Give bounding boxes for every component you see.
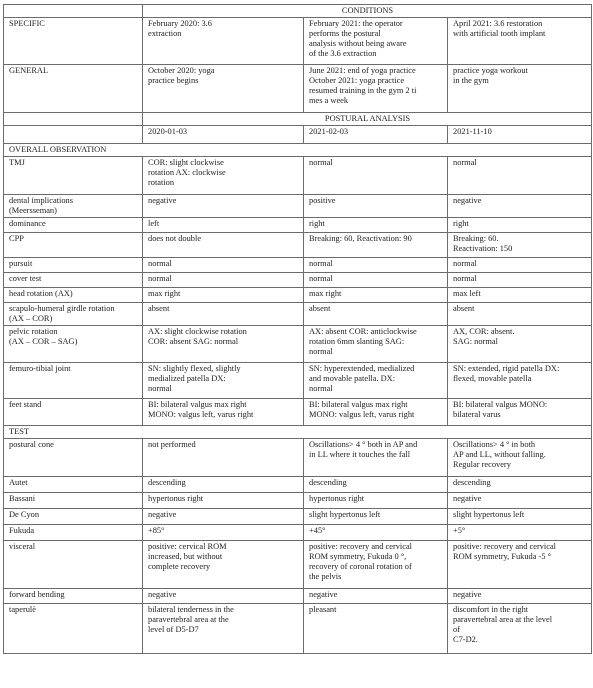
table-cell: normal: [448, 157, 592, 195]
table-cell: normal: [304, 157, 448, 195]
table-cell: normal: [448, 258, 592, 273]
table-cell: pleasant: [304, 604, 448, 654]
table-cell: BI: bilateral valgus max right MONO: valgus left, varus right: [304, 399, 448, 426]
table-row: [4, 303, 592, 326]
table-row: [4, 18, 592, 65]
table-cell: SN: hyperextended, medialized and movable patella. DX: normal: [304, 363, 448, 399]
overall-observation-title-row: [4, 144, 592, 157]
dates-row: [4, 126, 592, 144]
table-cell: negative: [448, 493, 592, 509]
conditions-header-row: [4, 5, 592, 18]
row-label: taperulè: [4, 604, 143, 654]
table-cell: Oscillations> 4 ° both in AP and in LL where it touches the fall: [304, 439, 448, 477]
row-label: SPECIFIC: [4, 18, 143, 65]
postural-analysis-title-row: [4, 113, 592, 126]
table-cell: hypertonus right: [304, 493, 448, 509]
row-label: De Cyon: [4, 509, 143, 525]
table-cell: negative: [304, 589, 448, 604]
table-cell: descending: [448, 477, 592, 493]
table-cell: normal: [304, 273, 448, 288]
table-cell: February 2021: the operator performs the postural analysis without being aware of the 3.6 extraction: [304, 18, 448, 65]
table-row: [4, 604, 592, 654]
table-cell: positive: recovery and cervical ROM symmetry, Fukuda 0 °, recovery of coronal rotation of the pelvis: [304, 541, 448, 589]
table-cell: positive: recovery and cervical ROM symmetry, Fukuda -5 °: [448, 541, 592, 589]
table-cell: negative: [448, 195, 592, 218]
row-label: feet stand: [4, 399, 143, 426]
table-body: [4, 5, 592, 654]
table-row: [4, 493, 592, 509]
postural-analysis-title-spacer: [4, 113, 143, 126]
row-label: GENERAL: [4, 65, 143, 113]
row-label: head rotation (AX): [4, 288, 143, 303]
table-cell: hypertonus right: [143, 493, 304, 509]
row-label: visceral: [4, 541, 143, 589]
table-cell: normal: [448, 273, 592, 288]
table-cell: right: [304, 218, 448, 233]
table-cell: COR: slight clockwise rotation AX: clockwise rotation: [143, 157, 304, 195]
table-row: [4, 326, 592, 363]
row-label: Autet: [4, 477, 143, 493]
row-label: pursuit: [4, 258, 143, 273]
row-label: dental implications (Meersseman): [4, 195, 143, 218]
row-label: TMJ: [4, 157, 143, 195]
table-cell: negative: [143, 589, 304, 604]
table-cell: SN: slightly flexed, slightly medialized patella DX: normal: [143, 363, 304, 399]
conditions-title: CONDITIONS: [143, 5, 592, 18]
date-header: 2021-02-03: [304, 126, 448, 144]
table-cell: BI: bilateral valgus max right MONO: valgus left, varus right: [143, 399, 304, 426]
table-cell: Oscillations> 4 ° in both AP and LL, without falling. Regular recovery: [448, 439, 592, 477]
table-cell: AX: slight clockwise rotation COR: absent SAG: normal: [143, 326, 304, 363]
table-cell: SN: extended, rigid patella DX: flexed, movable patella: [448, 363, 592, 399]
table-row: [4, 233, 592, 258]
table-cell: October 2020: yoga practice begins: [143, 65, 304, 113]
row-label: scapulo-humeral girdle rotation (AX – COR): [4, 303, 143, 326]
table-row: [4, 509, 592, 525]
conditions-header-spacer: [4, 5, 143, 18]
table-row: [4, 541, 592, 589]
table-cell: right: [448, 218, 592, 233]
row-label: forward bending: [4, 589, 143, 604]
table-row: [4, 589, 592, 604]
row-label: dominance: [4, 218, 143, 233]
table-cell: slight hypertonus left: [448, 509, 592, 525]
table-row: [4, 525, 592, 541]
table-row: [4, 439, 592, 477]
table-cell: Breaking: 60. Reactivation: 150: [448, 233, 592, 258]
table-row: [4, 258, 592, 273]
dates-row-spacer: [4, 126, 143, 144]
table-row: [4, 288, 592, 303]
row-label: Bassani: [4, 493, 143, 509]
table-cell: negative: [143, 509, 304, 525]
table-cell: does not double: [143, 233, 304, 258]
postural-analysis-title: POSTURAL ANALYSIS: [143, 113, 592, 126]
table-cell: slight hypertonus left: [304, 509, 448, 525]
row-label: Fukuda: [4, 525, 143, 541]
table-cell: descending: [304, 477, 448, 493]
date-header: 2021-11-10: [448, 126, 592, 144]
table-cell: left: [143, 218, 304, 233]
table-cell: absent: [143, 303, 304, 326]
table-cell: normal: [304, 258, 448, 273]
table-cell: discomfort in the right paravertebral area at the level of C7-D2.: [448, 604, 592, 654]
table-cell: June 2021: end of yoga practice October 2021: yoga practice resumed training in the gym 2 ti mes a week: [304, 65, 448, 113]
table-row: [4, 157, 592, 195]
row-label: cover test: [4, 273, 143, 288]
table-cell: normal: [143, 273, 304, 288]
table-cell: +85°: [143, 525, 304, 541]
table-row: [4, 399, 592, 426]
table-cell: BI: bilateral valgus MONO: bilateral varus: [448, 399, 592, 426]
table-cell: absent: [304, 303, 448, 326]
row-label: pelvic rotation (AX – COR – SAG): [4, 326, 143, 363]
table-cell: February 2020: 3.6 extraction: [143, 18, 304, 65]
row-label: femuro-tibial joint: [4, 363, 143, 399]
row-label: postural cone: [4, 439, 143, 477]
date-header: 2020-01-03: [143, 126, 304, 144]
table-row: [4, 195, 592, 218]
table-cell: +5°: [448, 525, 592, 541]
table-row: [4, 363, 592, 399]
table-cell: negative: [448, 589, 592, 604]
table-row: [4, 65, 592, 113]
table-cell: max left: [448, 288, 592, 303]
table-cell: descending: [143, 477, 304, 493]
postural-analysis-table: [3, 4, 592, 654]
table-cell: not performed: [143, 439, 304, 477]
table-cell: bilateral tenderness in the paravertebral area at the level of D5-D7: [143, 604, 304, 654]
table-cell: Breaking: 60, Reactivation: 90: [304, 233, 448, 258]
table-cell: max right: [304, 288, 448, 303]
test-title-row: [4, 426, 592, 439]
table-cell: April 2021: 3.6 restoration with artificial tooth implant: [448, 18, 592, 65]
table-cell: normal: [143, 258, 304, 273]
table-row: [4, 273, 592, 288]
overall-observation-title: OVERALL OBSERVATION: [4, 144, 592, 157]
table-cell: positive: cervical ROM increased, but without complete recovery: [143, 541, 304, 589]
table-cell: absent: [448, 303, 592, 326]
table-cell: AX: absent COR: anticlockwise rotation 6mm slanting SAG: normal: [304, 326, 448, 363]
table-row: [4, 477, 592, 493]
table-cell: practice yoga workout in the gym: [448, 65, 592, 113]
test-title: TEST: [4, 426, 592, 439]
table-cell: max right: [143, 288, 304, 303]
table-cell: positive: [304, 195, 448, 218]
table-cell: negative: [143, 195, 304, 218]
row-label: CPP: [4, 233, 143, 258]
table-cell: +45°: [304, 525, 448, 541]
table-cell: AX, COR: absent. SAG: normal: [448, 326, 592, 363]
table-row: [4, 218, 592, 233]
